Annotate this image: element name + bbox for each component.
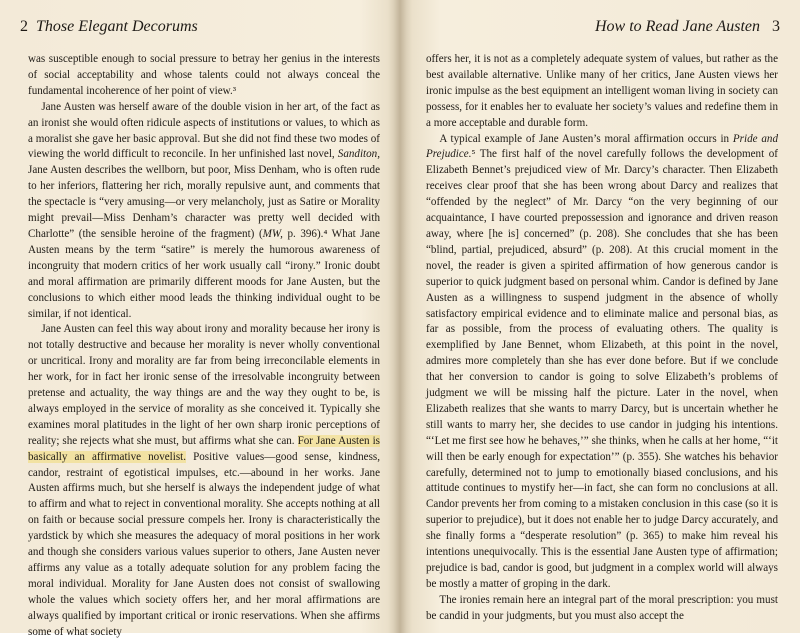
right-paragraph-3: The ironies remain here an integral part of the moral prescription: you must be candid in your judgments, but you must also accept the	[426, 593, 778, 622]
right-page	[402, 0, 800, 633]
right-running-head: How to Read Jane Austen	[594, 18, 760, 35]
left-paragraph-1: was susceptible enough to social pressure to betray her genius in the interests of social acceptability and whose talents could not always conceal the fundamental incoherence of her point of view.³	[28, 53, 380, 97]
left-running-head: Those Elegant Decorums	[36, 18, 198, 35]
right-page-number: 3	[772, 18, 780, 35]
left-page-header	[20, 18, 198, 36]
left-page	[0, 0, 398, 638]
right-page-body	[426, 52, 778, 625]
right-page-header	[595, 18, 780, 36]
right-paragraph-2: A typical example of Jane Austen’s moral affirmation occurs in Pride and Prejudice.⁵ The first half of the novel carefully follows the development of Elizabeth Bennet’s prejudiced view of Mr. Darcy’s character. Then Elizabeth receives clear proof that she has been wrong about Darcy and realizes that “offended by the neglect” of Mr. Darcy “on the very beginning of our acquaintance, I have courted prepossession and ignorance and driven reason away, where [he is] concerned” (p. 208). She concludes that she has been “blind, partial, prejudiced, absurd” (p. 208). At this crucial moment in the novel, the reader is given a spirited affirmation of how generous candor is superior to quick judgment based on personal whim. Candor is defined by Jane Austen as a willingness to suspend judgment in the absence of wholly satisfactory empirical evidence and to eliminate malice and personal bias, as far as possible, from the process of evaluating others. The quality is exemplified by Jane Bennet, whom Elizabeth, at this point in the novel, admires more completely than she has ever done before. But if we conclude that her conversion to candor is going to solve Elizabeth’s problems of judgment we will be missing half the picture. Later in the novel, when Elizabeth realizes that she wants to marry Darcy, but is uncertain whether he still wants to marry her, she decides to use candor in judging his intentions. “‘Let me first see how he behaves,’” she thinks, when he calls at her home, “‘it will then be early enough for expectation’” (p. 355). She watches his behavior carefully, determined not to jump to emotionally biased conclusions, and his attitude continues to mystify her—in fact, she can form no conclusions at all. Candor prevents her from coming to a mistaken conclusion in this case (so it is superior to prejudice), but it does not enable her to judge Darcy accurately, and she finally forms a “desperate resolution” (p. 365) to make him reveal his intentions unequivocally. This is the essential Jane Austen type of affirmation; prejudice is bad, candor is good, but judgment in a complex world will always be mostly a matter of groping in the dark.	[426, 132, 779, 590]
right-paragraph-1: offers her, it is not as a completely adequate system of values, but rather as the best available alternative. Unlike many of her critics, Jane Austen views her ironic impulse as the best equipment an intelligent woman living in society can possess, for it enables her to evaluate her society’s values and redefine them in a more acceptable and durable form.	[426, 53, 778, 129]
left-paragraph-2: Jane Austen was herself aware of the double vision in her art, of the fact as an ironist she would often ridicule aspects of institutions or values, to which as a moralist she gave her basic approval. But she did not find these two modes of viewing the world difficult to reconcile. In her unfinished last novel, Sanditon, Jane Austen describes the wellborn, but poor, Miss Denham, who is often rude to her inferiors, flattering her rich, morally repulsive aunt, and comments that the spectacle is “very amusing—or very melancholy, just as Satire or Morality might prevail—Miss Denham’s character was pretty well decided with Charlotte” (the sensible heroine of the fragment) (MW, p. 396).⁴ What Jane Austen means by the term “satire” is merely the humorous awareness of incongruity that modern critics of her work usually call “irony.” Ironic doubt and moral affirmation are primarily different moods for Jane Austen, but the conclusions to which either mood leads the thinking individual ought to be similar, if not identical.	[28, 100, 380, 320]
left-page-number: 2	[20, 18, 28, 35]
left-paragraph-3: Jane Austen can feel this way about irony and morality because her irony is not totally destructive and because her morality is never wholly conventional or uncritical. Irony and morality are far from being irreconcilable elements in her work, for in fact her ironic sense of the irresolvable incongruity between pretense and actuality, the way things are and the way they ought to be, is always employed in the service of morality as she conceived it. Typically she examines moral platitudes in the light of her own sharp ironic perceptions of reality; she rejects what she must, but affirms what she can. For Jane Austen is basically an affirmative novelist. Positive values—good sense, kindness, candor, restraint of egotistical impulses, etc.—abound in her works. Jane Austen affirms much, but she herself is always the independent judge of what to affirm and what to reject in conventional morality. She accepts nothing at all on faith or because social pressure compels her. Irony is characteristically the yardstick by which she measures the adequacy of moral positions in her work and though she considers various values superior to others, Jane Austen never affirms any value as a totally adequate solution for any problem facing the moral individual. Morality for Jane Austen does not consist of swallowing whole the values which society offers her, and her moral affirmations are always qualified by important critical or ironic reservations. When she affirms some of what society	[28, 323, 381, 638]
left-page-body	[28, 52, 380, 641]
